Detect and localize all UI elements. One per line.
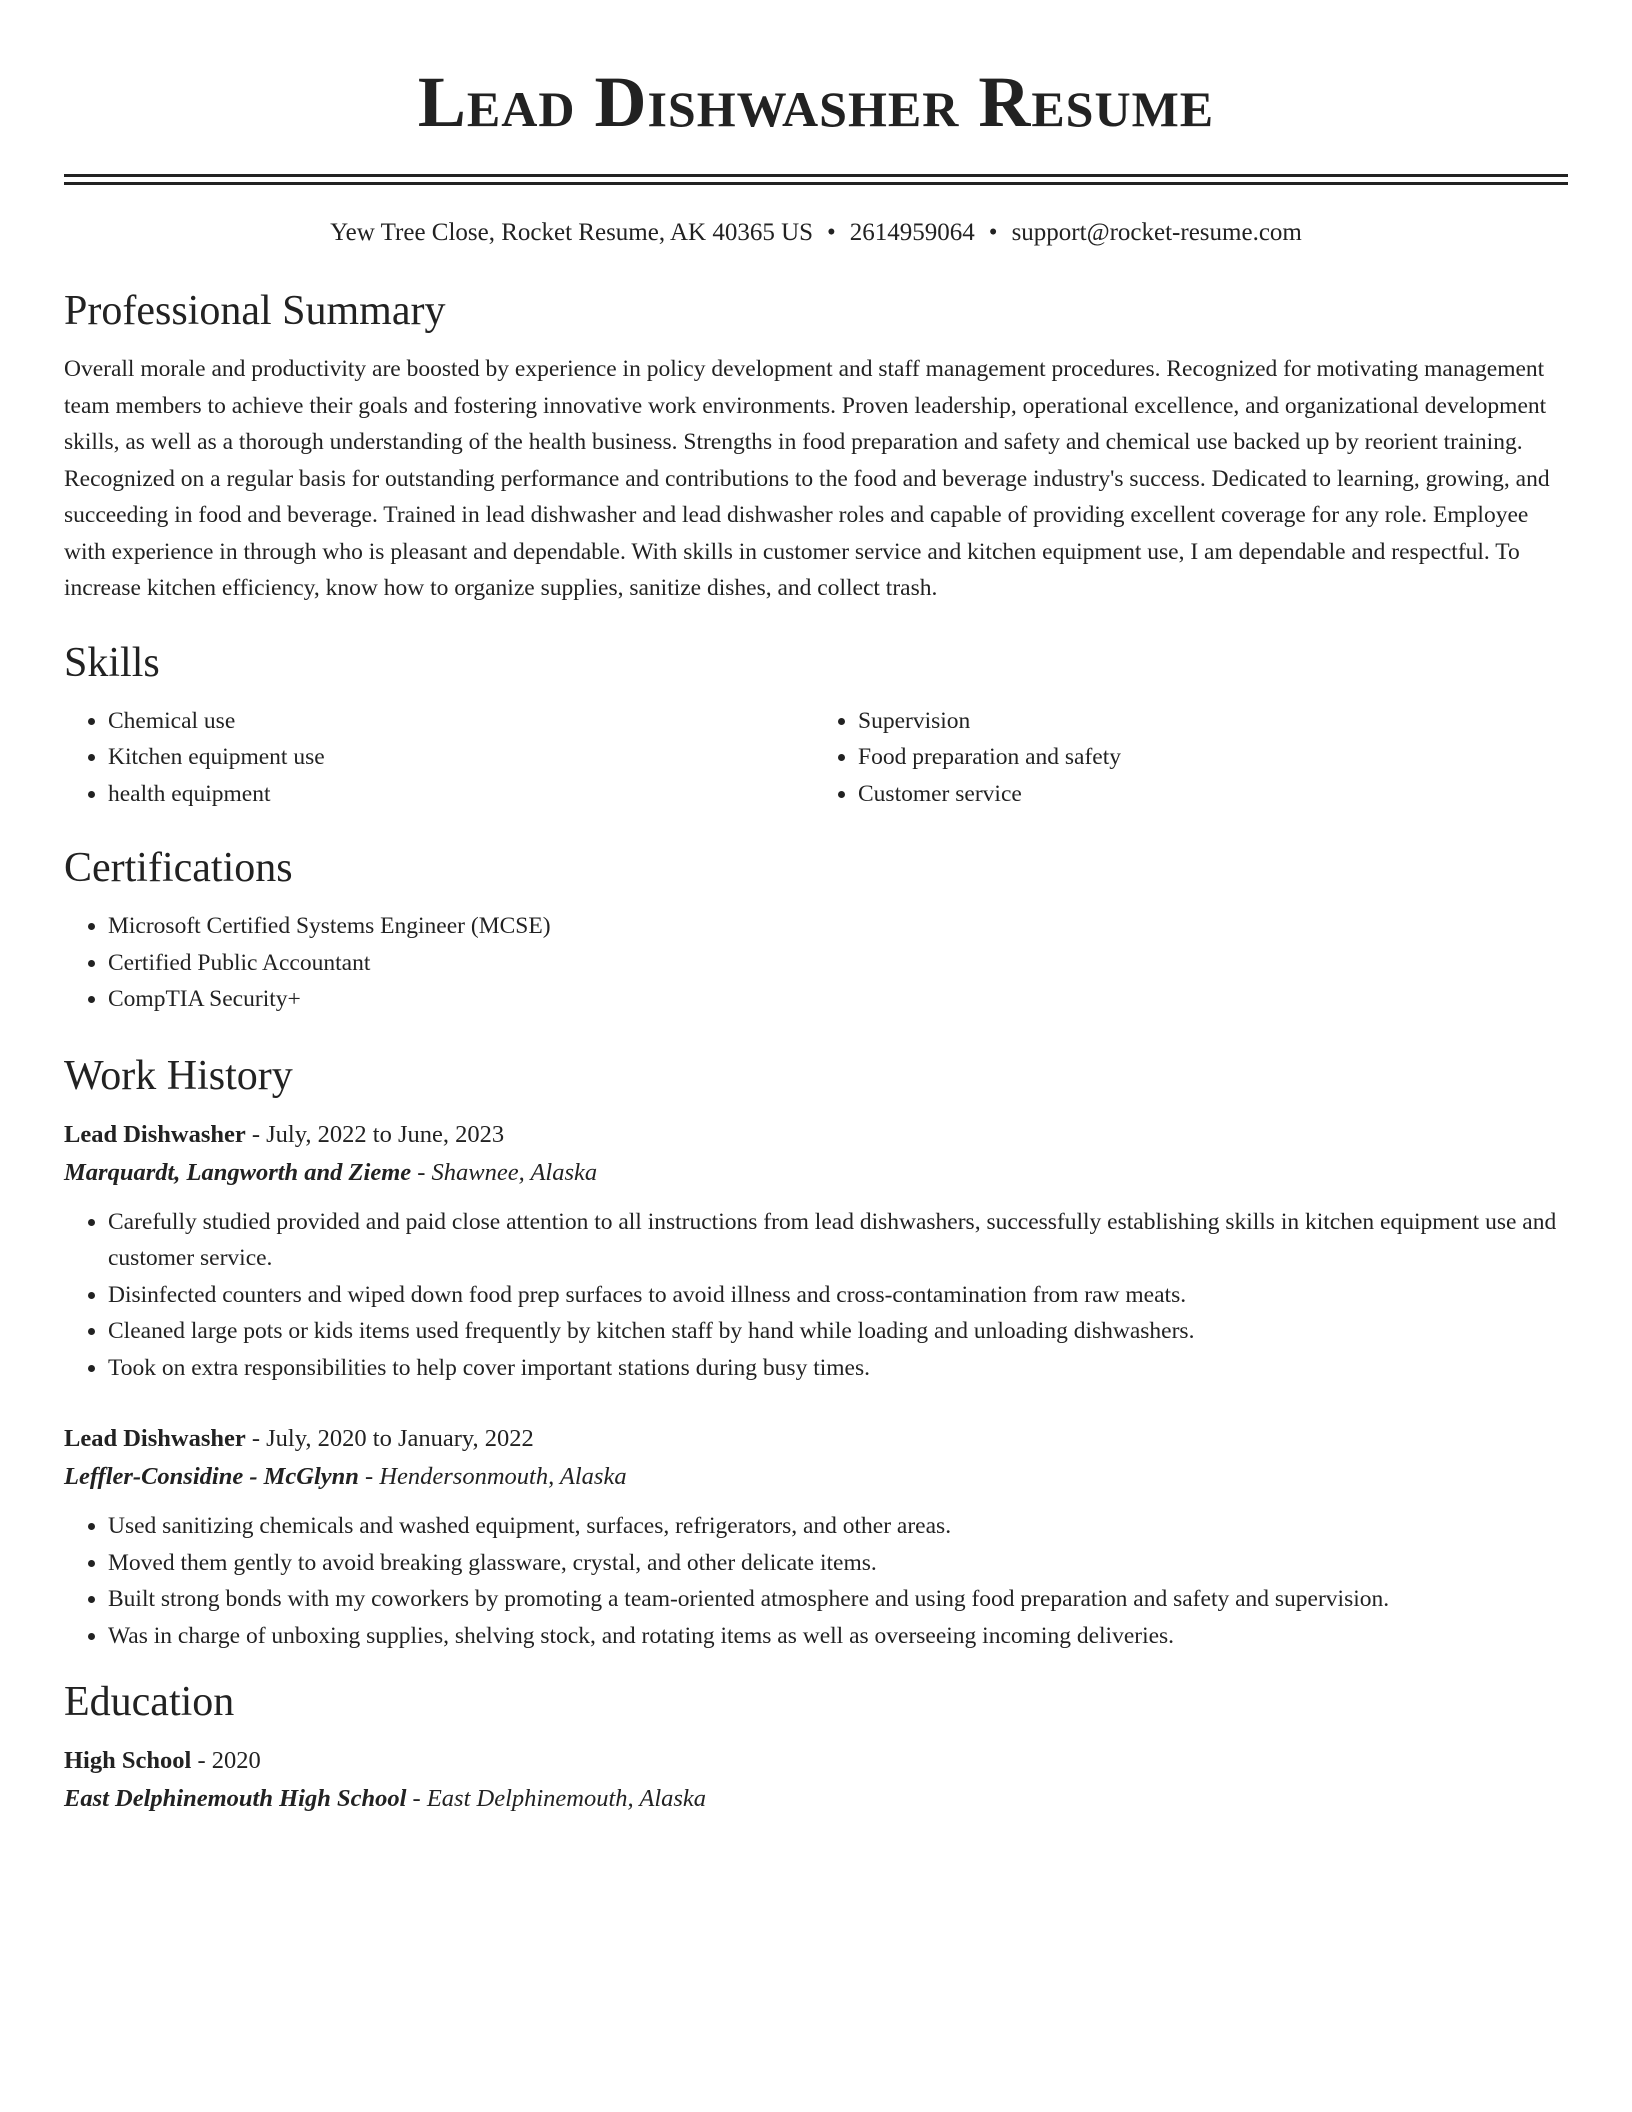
list-item: • CompTIA Security+ (108, 981, 1568, 1018)
job-dates: - July, 2020 to January, 2022 (245, 1425, 534, 1452)
contact-separator: • (827, 219, 836, 246)
skills-list-right (818, 703, 1568, 813)
skills-section (64, 637, 1568, 813)
list-item: • Customer service (858, 776, 1568, 813)
certifications-section (64, 842, 1568, 1018)
list-item: • health equipment (108, 776, 818, 813)
education-heading: Education (64, 1679, 235, 1725)
list-item: • Certified Public Accountant (108, 945, 1568, 982)
work-history-section (64, 1050, 1568, 1655)
list-item: • Used sanitizing chemicals and washed equipment, surfaces, refrigerators, and other areas. (108, 1508, 1568, 1545)
employer-name: Leffler-Considine - McGlynn (64, 1463, 359, 1490)
list-item: • Food preparation and safety (858, 739, 1568, 776)
list-item: • Cleaned large pots or kids items used frequently by kitchen staff by hand while loading and unloading dishwashers. (108, 1313, 1568, 1350)
contact-address: Yew Tree Close, Rocket Resume, AK 40365 US (330, 219, 814, 246)
contact-phone: 2614959064 (849, 219, 975, 246)
list-item: • Microsoft Certified Systems Engineer (MCSE) (108, 908, 1568, 945)
employer-line (64, 1154, 1568, 1192)
title-double-rule (64, 174, 1568, 185)
job-bullets (64, 1508, 1568, 1654)
list-item: • Built strong bonds with my coworkers by promoting a team-oriented atmosphere and using food preparation and safety and supervision. (108, 1581, 1568, 1618)
job-title-line (64, 1420, 1568, 1458)
job-entry (64, 1116, 1568, 1387)
certifications-heading: Certifications (64, 845, 293, 891)
list-item: • Disinfected counters and wiped down food prep surfaces to avoid illness and cross-contamination from raw meats. (108, 1277, 1568, 1314)
job-bullets (64, 1204, 1568, 1387)
employer-location: - Shawnee, Alaska (411, 1158, 598, 1186)
contact-separator: • (988, 219, 998, 246)
list-item: • Took on extra responsibilities to help cover important stations during busy times. (108, 1350, 1568, 1387)
resume-title: Lead Dishwasher Resume (417, 62, 1215, 142)
summary-text: Overall morale and productivity are boosted by experience in policy development and staff management procedures. Recognized for motivating management team members to achieve their goals and fostering innovative work environments. Proven leadership, operational excellence, and organizational development skills, as well as a thorough understanding of the health business. Strengths in food preparation and safety and chemical use backed up by reorient training. Recognized on a regular basis for outstanding performance and contributions to the food and beverage industry's success. Dedicated to learning, growing, and succeeding in food and beverage. Trained in lead dishwasher and lead dishwasher roles and capable of providing excellent coverage for any role. Employee with experience in through who is pleasant and dependable. With skills in customer service and kitchen equipment use, I am dependable and respectful. To increase kitchen efficiency, know how to organize supplies, sanitize dishes, and collect trash. (64, 356, 1550, 601)
contact-line (64, 215, 1568, 251)
list-item: • Chemical use (108, 703, 818, 740)
job-dates: - July, 2022 to June, 2023 (245, 1120, 505, 1148)
job-title: Lead Dishwasher (64, 1120, 246, 1148)
education-degree-line (64, 1742, 1568, 1780)
contact-email: support@rocket-resume.com (1011, 219, 1302, 246)
employer-location: - Hendersonmouth, Alaska (358, 1463, 627, 1490)
education-school-line (64, 1780, 1568, 1818)
skills-columns (64, 703, 1568, 813)
employer-line (64, 1458, 1568, 1496)
education-section (64, 1676, 1568, 1818)
list-item: • Was in charge of unboxing supplies, shelving stock, and rotating items as well as overseeing incoming deliveries. (108, 1618, 1568, 1655)
list-item: • Kitchen equipment use (108, 739, 818, 776)
education-degree: High School (64, 1747, 192, 1774)
education-year: - 2020 (191, 1747, 261, 1774)
list-item: • Moved them gently to avoid breaking glassware, crystal, and other delicate items. (108, 1545, 1568, 1582)
skills-heading: Skills (64, 639, 160, 686)
job-title: Lead Dishwasher (64, 1425, 246, 1452)
summary-heading: Professional Summary (64, 288, 446, 334)
list-item: • Supervision (858, 703, 1568, 740)
education-school: East Delphinemouth High School (64, 1785, 407, 1812)
employer-name: Marquardt, Langworth and Zieme (64, 1158, 412, 1186)
work-history-heading: Work History (64, 1052, 293, 1099)
summary-section (64, 285, 1568, 607)
certifications-list (64, 908, 1568, 1018)
education-location: - East Delphinemouth, Alaska (406, 1785, 707, 1812)
list-item: • Carefully studied provided and paid close attention to all instructions from lead dishwashers, successfully establishing skills in kitchen equipment use and customer service. (108, 1204, 1568, 1277)
job-entry (64, 1420, 1568, 1654)
skills-list-left (64, 703, 818, 813)
job-title-line (64, 1116, 1568, 1154)
